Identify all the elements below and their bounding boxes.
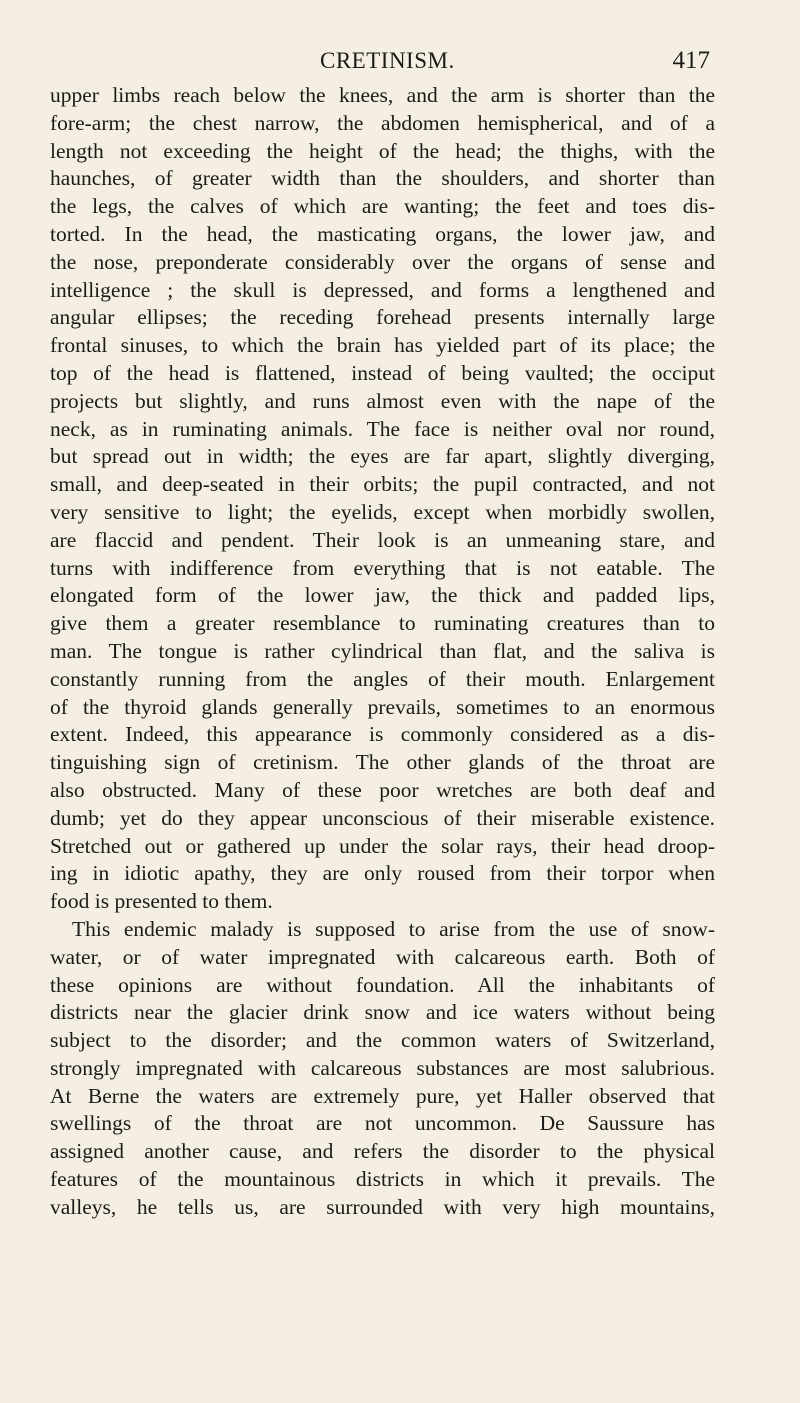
text-line: strongly impregnated with calcareous substances are most salubrious.	[50, 1055, 715, 1080]
text-line: At Berne the waters are extremely pure, yet Haller observed that	[50, 1083, 715, 1108]
text-line: give them a greater resemblance to ruminating creatures than to	[50, 611, 715, 636]
text-line: are flaccid and pendent. Their look is an unmeaning stare, and	[50, 527, 715, 552]
text-line: intelligence ; the skull is depressed, and forms a lengthened and	[50, 277, 715, 302]
text-line: water, or of water impregnated with calcareous earth. Both of	[50, 944, 715, 969]
text-line: length not exceeding the height of the head; the thighs, with the	[50, 138, 715, 163]
text-line: districts near the glacier drink snow and ice waters without being	[50, 1000, 715, 1025]
text-line: man. The tongue is rather cylindrical than flat, and the saliva is	[50, 638, 715, 663]
text-line: dumb; yet do they appear unconscious of their miserable existence.	[50, 805, 715, 830]
text-line: ing in idiotic apathy, they are only roused from their torpor when	[50, 861, 715, 886]
running-head	[50, 44, 710, 78]
text-line: projects but slightly, and runs almost even with the nape of the	[50, 388, 715, 413]
text-line: these opinions are without foundation. All the inhabitants of	[50, 972, 715, 997]
text-line: top of the head is flattened, instead of being vaulted; the occiput	[50, 360, 715, 385]
text-line: torted. In the head, the masticating organs, the lower jaw, and	[50, 221, 715, 246]
text-line: but spread out in width; the eyes are far apart, slightly diverging,	[50, 444, 715, 469]
text-line: also obstructed. Many of these poor wretches are both deaf and	[50, 777, 715, 802]
text-line: valleys, he tells us, are surrounded with very high mountains,	[50, 1194, 715, 1219]
text-line: turns with indifference from everything that is not eatable. The	[50, 555, 715, 580]
text-line: neck, as in ruminating animals. The face is neither oval nor round,	[50, 416, 715, 441]
text-line: upper limbs reach below the knees, and the arm is shorter than the	[50, 83, 715, 107]
text-line: food is presented to them.	[50, 889, 273, 914]
chapter-title: CRETINISM.	[320, 48, 455, 73]
text-line: extent. Indeed, this appearance is commonly considered as a dis-	[50, 722, 715, 747]
body-text	[50, 82, 715, 1222]
text-line: subject to the disorder; and the common waters of Switzerland,	[50, 1028, 715, 1053]
text-line: fore-arm; the chest narrow, the abdomen hemispherical, and of a	[50, 110, 715, 135]
text-line: elongated form of the lower jaw, the thick and padded lips,	[50, 583, 715, 608]
text-line: Stretched out or gathered up under the solar rays, their head droop-	[50, 833, 715, 858]
paragraph	[50, 82, 715, 916]
text-line: angular ellipses; the receding forehead presents internally large	[50, 305, 715, 330]
text-line: the nose, preponderate considerably over the organs of sense and	[50, 249, 715, 274]
text-line: constantly running from the angles of their mouth. Enlargement	[50, 666, 715, 691]
text-line: features of the mountainous districts in which it prevails. The	[50, 1167, 715, 1192]
text-line: of the thyroid glands generally prevails, sometimes to an enormous	[50, 694, 715, 719]
text-line: the legs, the calves of which are wanting; the feet and toes dis-	[50, 194, 715, 219]
text-line: swellings of the throat are not uncommon. De Saussure has	[50, 1111, 715, 1136]
paragraph	[50, 916, 715, 1222]
text-line: This endemic malady is supposed to arise from the use of snow-	[72, 916, 715, 941]
text-line: assigned another cause, and refers the disorder to the physical	[50, 1139, 715, 1164]
text-line: very sensitive to light; the eyelids, except when morbidly swollen,	[50, 499, 715, 524]
text-line: tinguishing sign of cretinism. The other glands of the throat are	[50, 750, 715, 775]
text-line: small, and deep-seated in their orbits; the pupil contracted, and not	[50, 472, 715, 497]
text-line: haunches, of greater width than the shoulders, and shorter than	[50, 166, 715, 191]
text-line: frontal sinuses, to which the brain has yielded part of its place; the	[50, 333, 715, 358]
page-number: 417	[672, 47, 710, 74]
